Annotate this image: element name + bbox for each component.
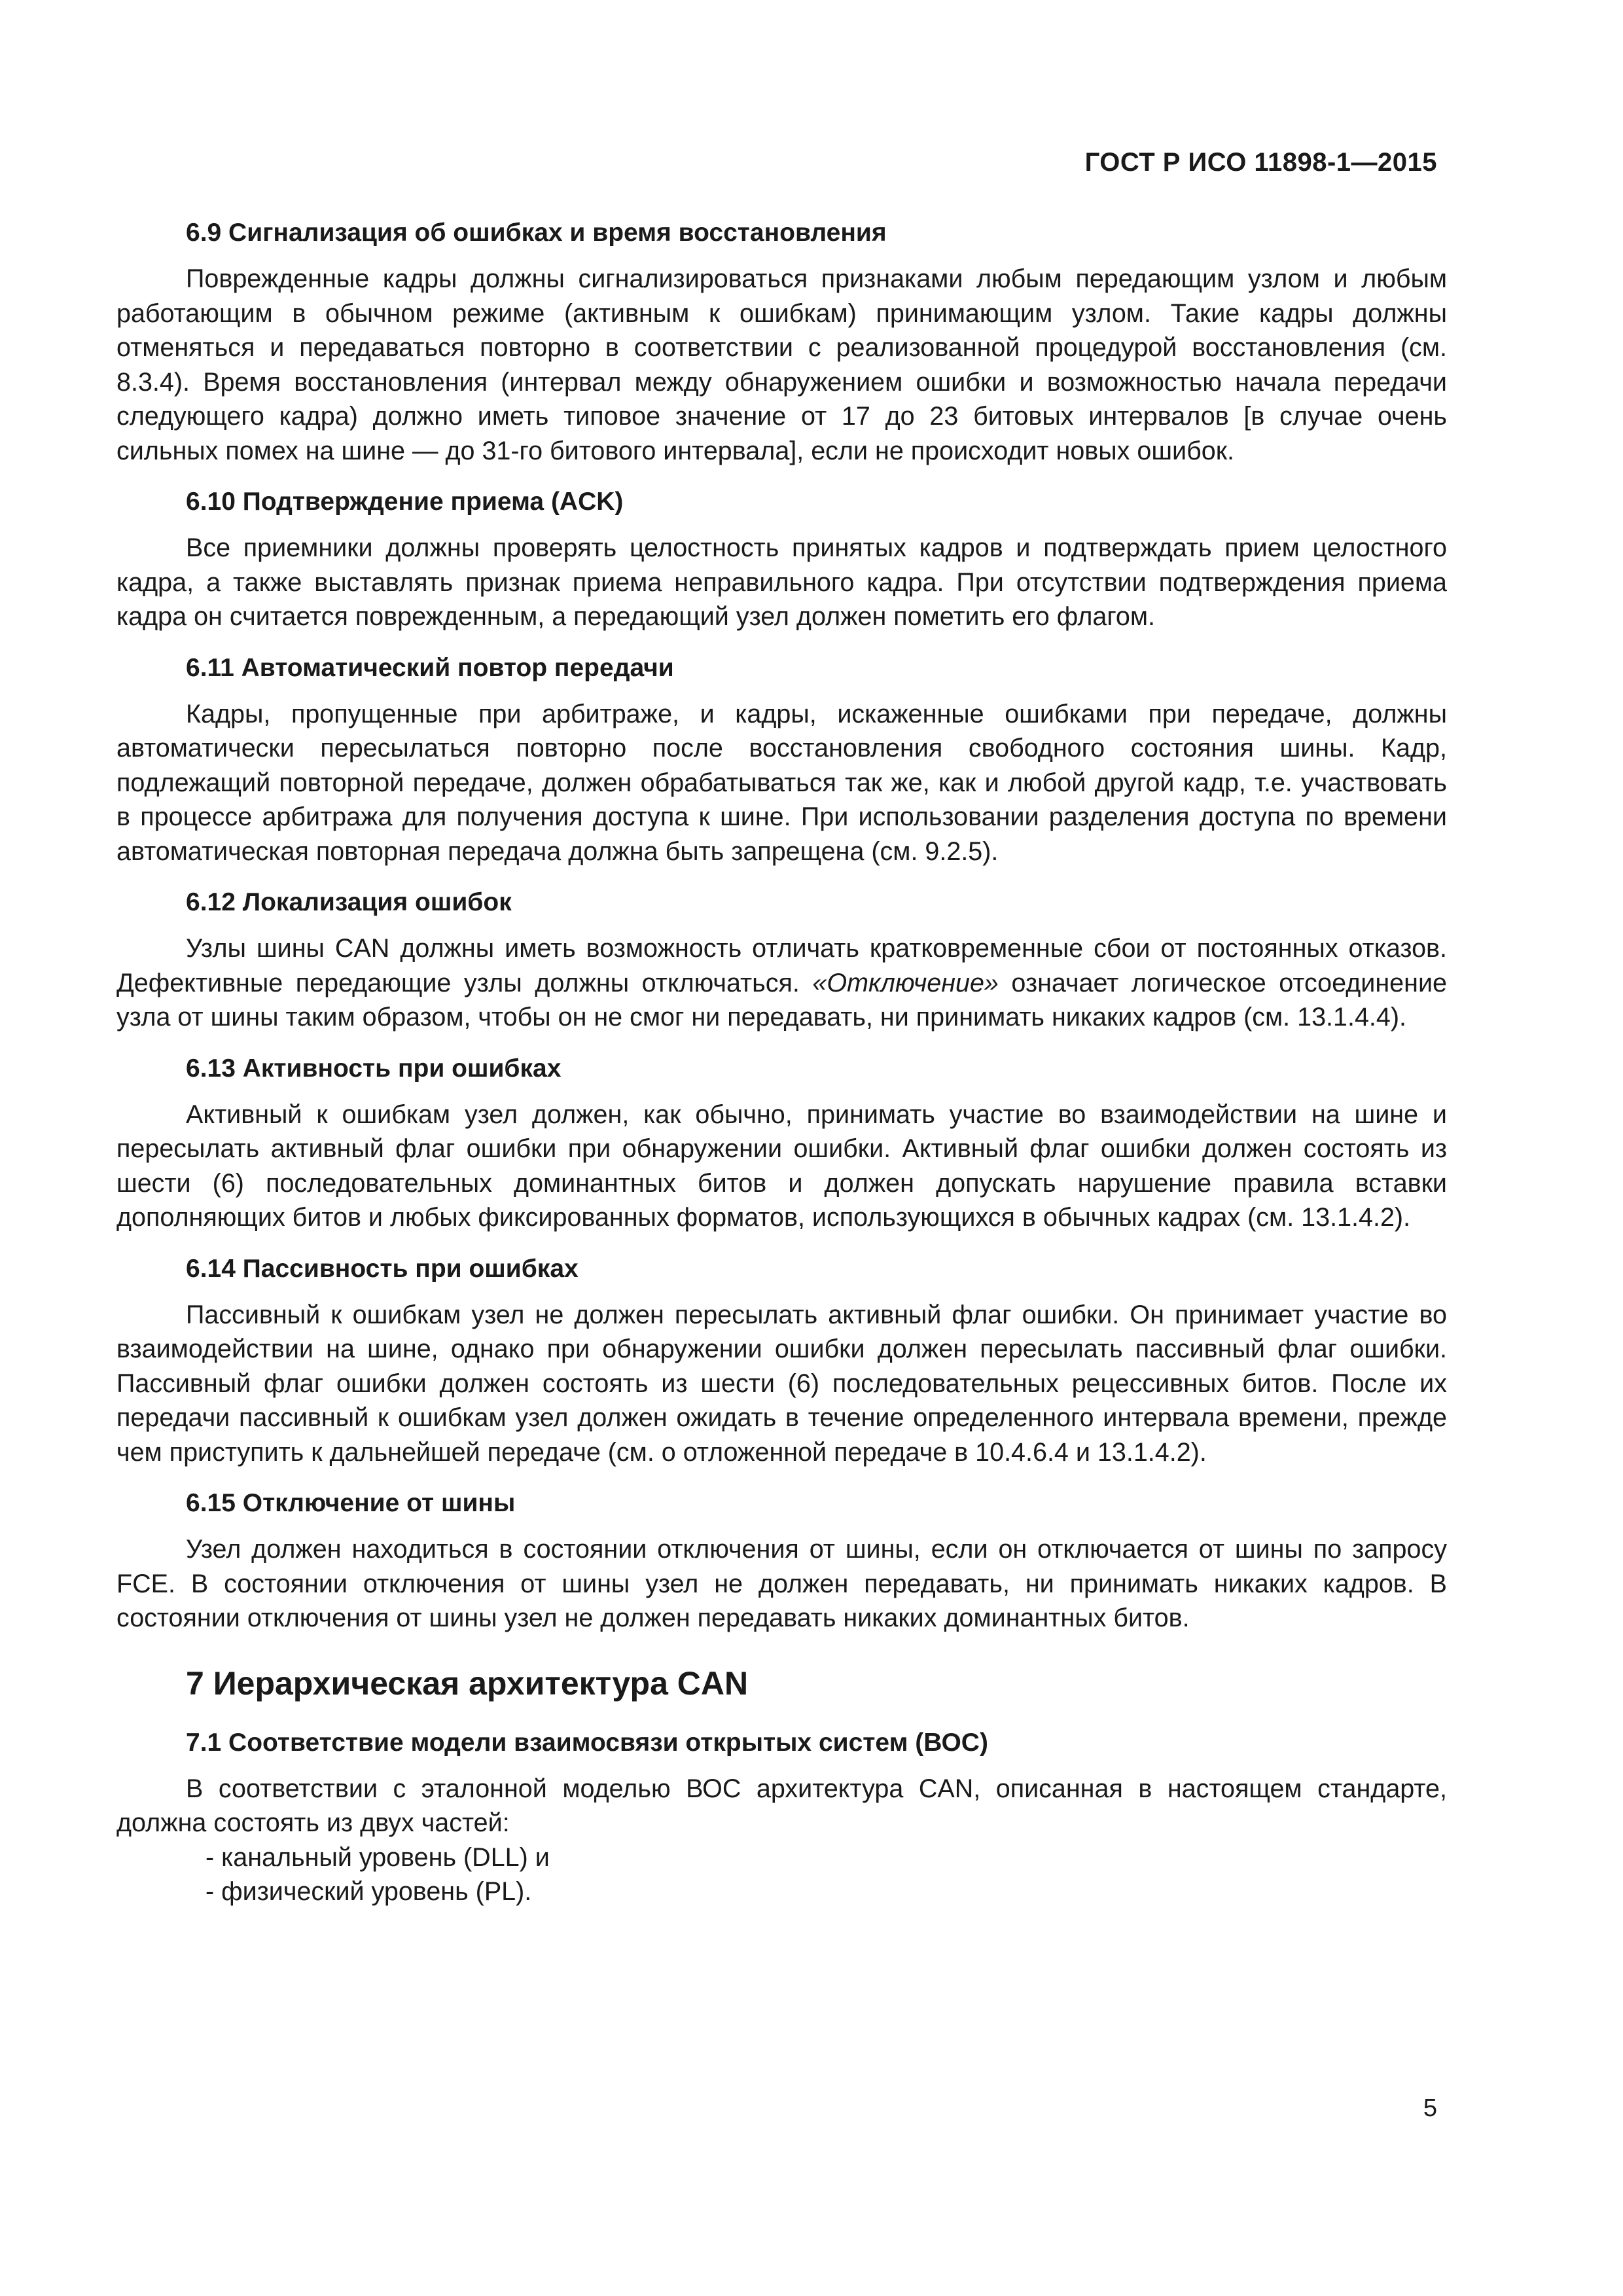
- section-title: 6.13 Активность при ошибках: [186, 1054, 562, 1083]
- section-6-10: [116, 485, 1447, 634]
- list-item: - физический уровень (PL).: [205, 1877, 532, 1906]
- list-item: - канальный уровень (DLL) и: [205, 1842, 550, 1872]
- section-title: 6.10 Подтверждение приема (ACK): [186, 488, 624, 516]
- page-number: 5: [1423, 2094, 1437, 2122]
- section-paragraph: Поврежденные кадры должны сигнализироваться признаками любым передающим узлом и любым работающим в обычном режиме (активным к ошибкам) принимающим узлом. Такие кадры должны отменяться и передаваться повторно в соответствии с реализованной процедурой восстановления (см. 8.3.4). Время восстановления (интервал между обнаружением ошибки и возможностью начала передачи следующего кадра) должно иметь типовое значение от 17 до 23 битовых интервалов [в случае очень сильных помех на шине — до 31-го битового интервала], если не происходит новых ошибок.: [116, 264, 1447, 465]
- section-title: 6.11 Автоматический повтор передачи: [186, 653, 674, 682]
- section-paragraph: Все приемники должны проверять целостность принятых кадров и подтверждать прием целостного кадра, а также выставлять признак приема неправильного кадра. При отсутствии подтверждения приема кадра он считается поврежденным, а передающий узел должен пометить его флагом.: [116, 533, 1447, 631]
- section-6-9: [116, 216, 1447, 468]
- section-6-12: [116, 886, 1447, 1035]
- section-paragraph: В соответствии с эталонной моделью ВОС архитектура CAN, описанная в настоящем стандарте, должна состоять из двух частей:: [116, 1774, 1447, 1837]
- section-paragraph: Кадры, пропущенные при арбитраже, и кадры, искаженные ошибками при передаче, должны автоматически пересылаться повторно после восстановления свободного состояния шины. Кадр, подлежащий повторной передаче, должен обрабатываться так же, как и любой другой кадр, т.е. участвовать в процессе арбитража для получения доступа к шине. При использовании разделения доступа по времени автоматическая повторная передача должна быть запрещена (см. 9.2.5).: [116, 699, 1447, 866]
- section-title: 7.1 Соответствие модели взаимосвязи открытых систем (ВОС): [186, 1728, 988, 1757]
- document-code-header: ГОСТ Р ИСО 11898-1—2015: [1084, 148, 1437, 177]
- section-6-14: [116, 1252, 1447, 1470]
- section-title: 6.15 Отключение от шины: [186, 1489, 516, 1517]
- chapter-7-title: 7 Иерархическая архитектура CAN: [186, 1664, 749, 1702]
- section-title: 6.9 Сигнализация об ошибках и время восстановления: [186, 219, 887, 247]
- section-paragraph: Активный к ошибкам узел должен, как обычно, принимать участие во взаимодействии на шине и пересылать активный флаг ошибки при обнаружении ошибки. Активный флаг ошибки должен состоять из шести (6) последовательных доминантных битов и должен допускать нарушение правила вставки дополняющих битов и любых фиксированных форматов, использующихся в обычных кадрах (см. 13.1.4.2).: [116, 1100, 1447, 1232]
- section-title: 6.12 Локализация ошибок: [186, 888, 512, 916]
- section-7-1: [116, 1726, 1447, 1909]
- section-paragraph: [116, 931, 1447, 1035]
- section-6-11: [116, 651, 1447, 869]
- paragraph-text: означает логическое отсоединение узла от шины таким образом, чтобы он не смог ни передавать, ни принимать никаких кадров (см. 13.1.4.4).: [116, 968, 1447, 1031]
- section-title: 6.14 Пассивность при ошибках: [186, 1254, 579, 1283]
- section-6-15: [116, 1486, 1447, 1636]
- paragraph-text: Узлы шины CAN должны иметь возможность отличать кратковременные сбои от постоянных отказов. Дефективные передающие узлы должны отключаться.: [116, 934, 1447, 997]
- section-6-13: [116, 1052, 1447, 1235]
- document-body: [116, 216, 1447, 1909]
- italic-term: «Отключение»: [812, 968, 999, 997]
- section-paragraph: Пассивный к ошибкам узел не должен пересылать активный флаг ошибки. Он принимает участие во взаимодействии на шине, однако при обнаружении ошибки должен пересылать пассивный флаг ошибки. Пассивный флаг ошибки должен состоять из шести (6) последовательных рецессивных битов. После их передачи пассивный к ошибкам узел должен ожидать в течение определенного интервала времени, прежде чем приступить к дальнейшей передаче (см. о отложенной передаче в 10.4.6.4 и 13.1.4.2).: [116, 1300, 1447, 1467]
- section-paragraph: Узел должен находиться в состоянии отключения от шины, если он отключается от шины по запросу FCE. В состоянии отключения от шины узел не должен передавать, ни принимать никаких кадров. В состоянии отключения от шины узел не должен передавать никаких доминантных битов.: [116, 1535, 1447, 1632]
